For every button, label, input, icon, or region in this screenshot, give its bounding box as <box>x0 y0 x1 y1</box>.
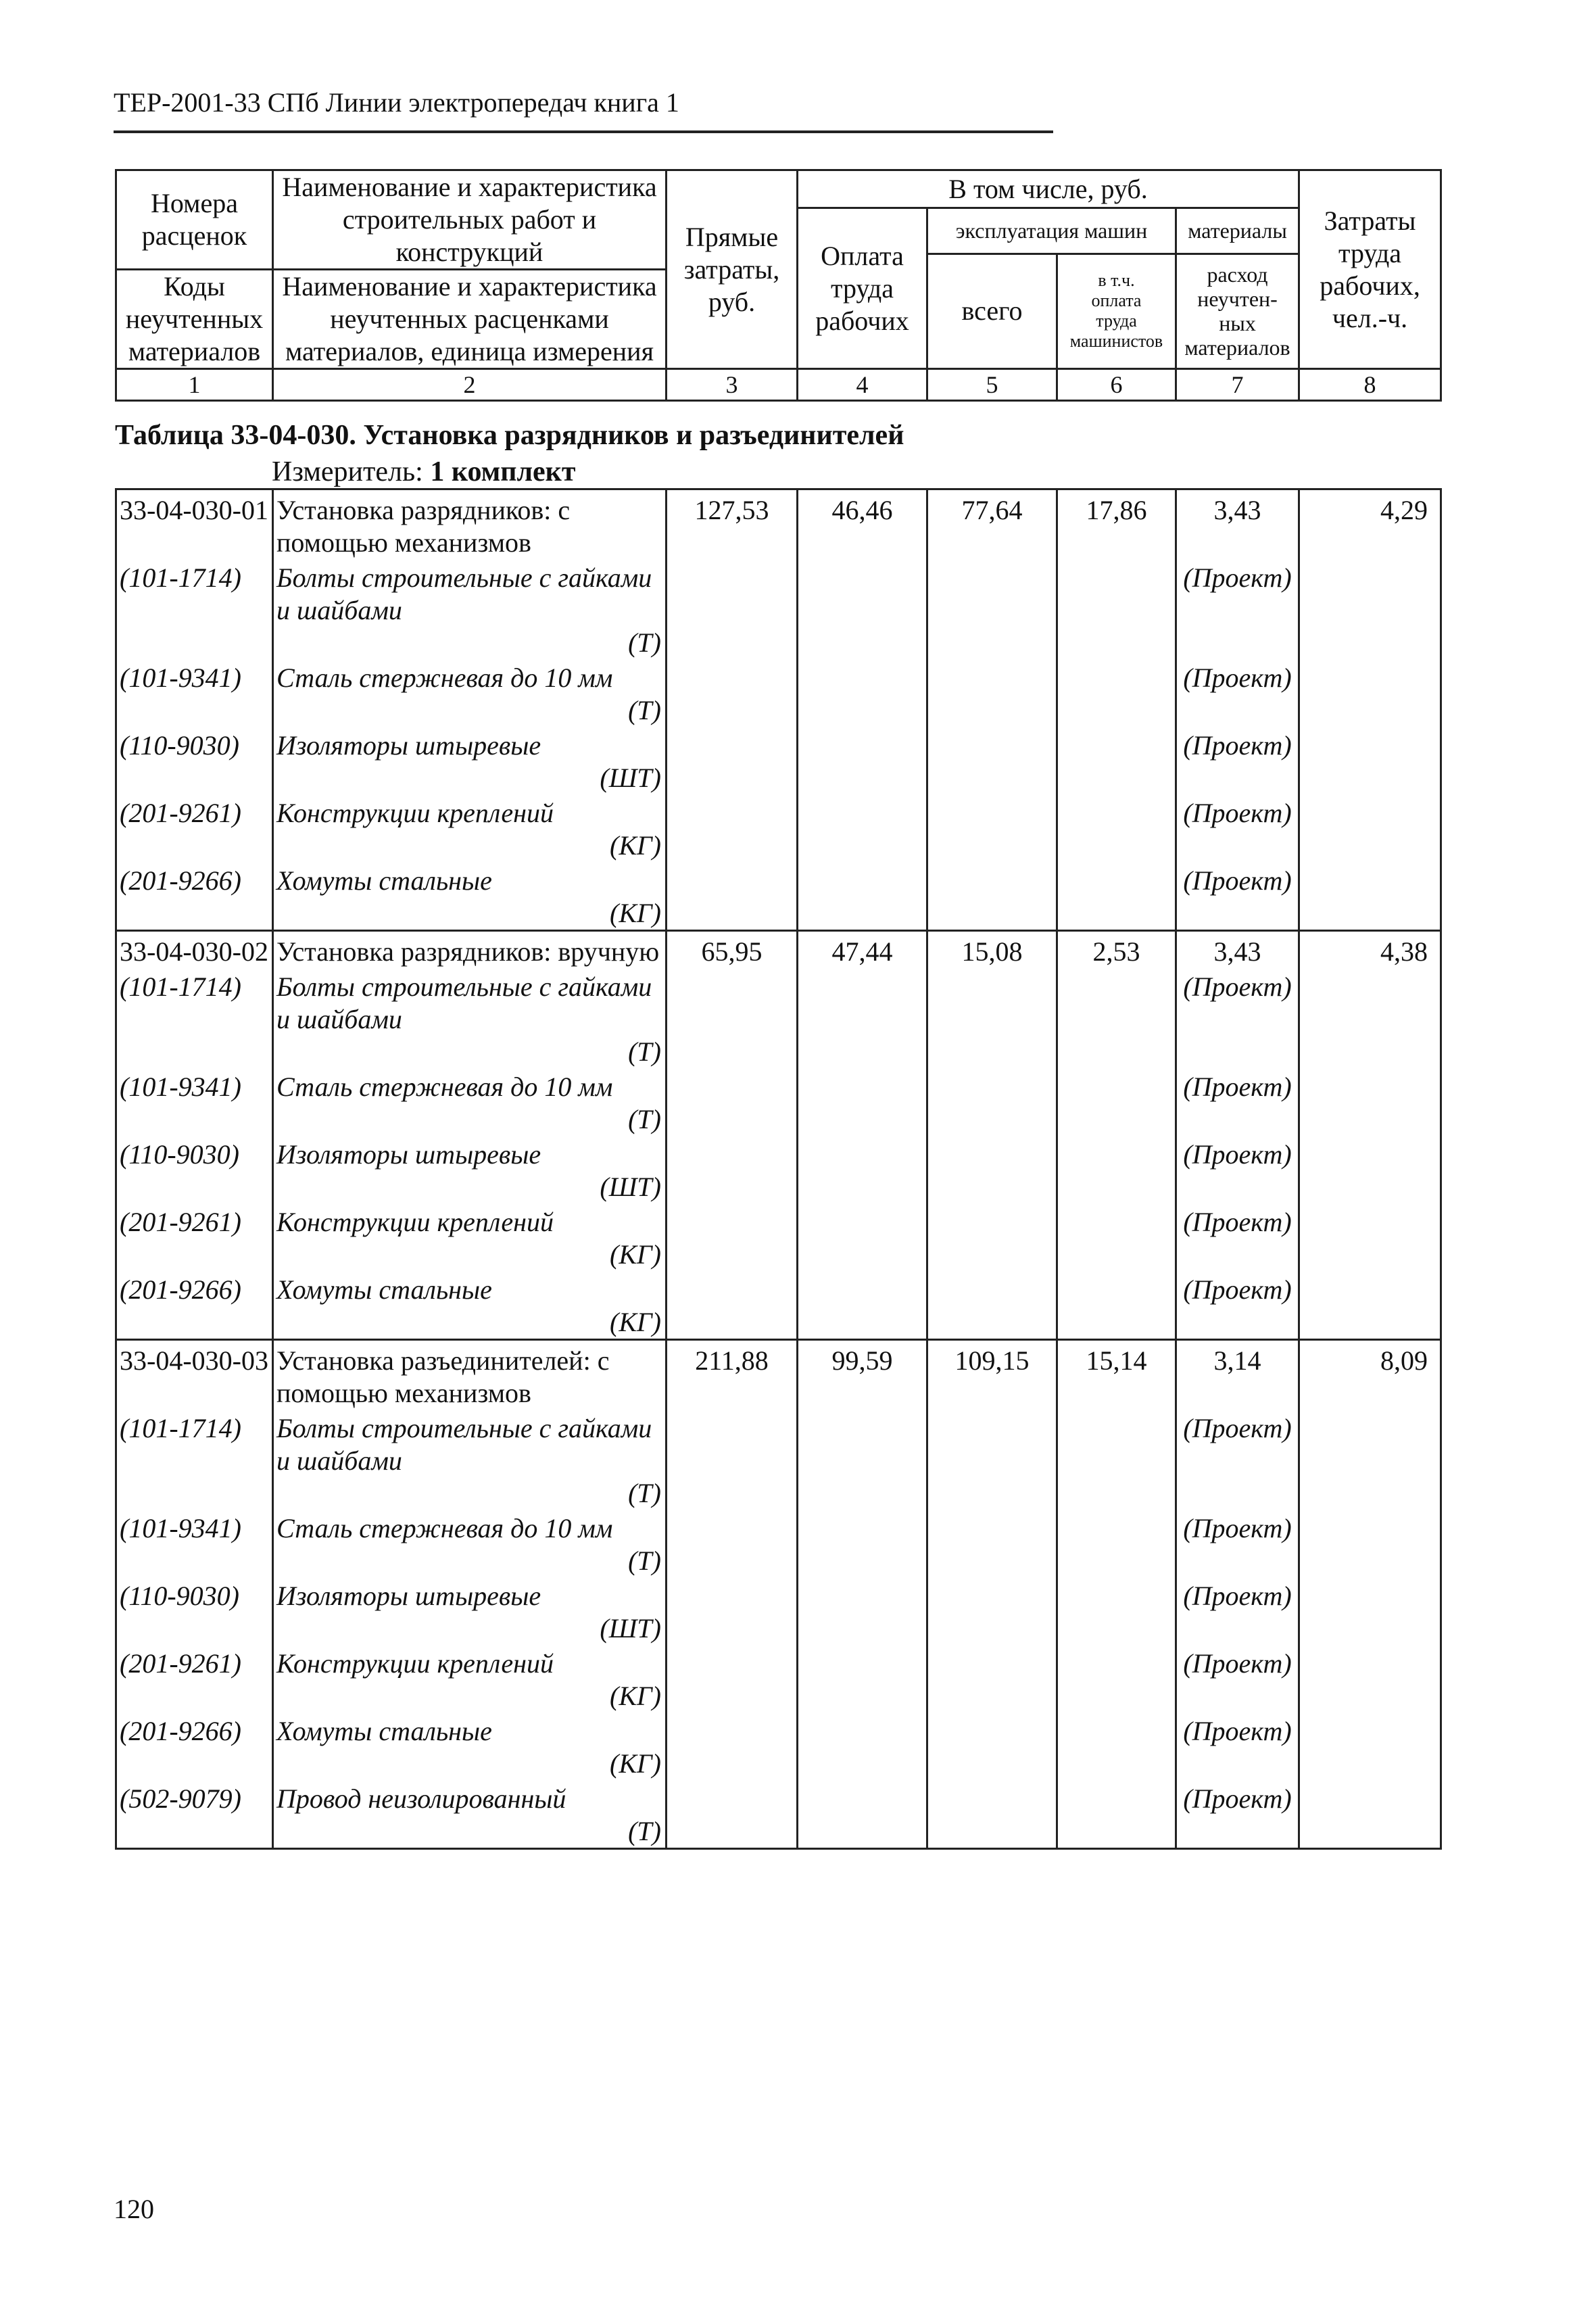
material-note: (Проект) <box>1176 968 1299 1068</box>
direct-costs: 65,95 <box>667 931 798 969</box>
empty-cell <box>1299 1577 1441 1645</box>
empty-cell <box>927 1780 1057 1849</box>
header-operator-pay: в т.ч. оплата труда машинистов <box>1057 254 1176 369</box>
header-rule <box>114 130 1053 133</box>
material-note: (Проект) <box>1176 559 1299 659</box>
empty-cell <box>927 1577 1057 1645</box>
material-row <box>116 794 1441 862</box>
material-name <box>273 794 667 862</box>
material-code: (101-1714) <box>116 968 273 1068</box>
header-unaccounted-materials: расход неучтен- ных материалов <box>1176 254 1299 369</box>
material-note: (Проект) <box>1176 1410 1299 1510</box>
column-number-row <box>116 369 1441 401</box>
material-name-text: Изоляторы штыревые <box>276 1581 541 1611</box>
header-machine-operation: эксплуатация машин <box>927 208 1176 254</box>
labor-hours: 8,09 <box>1299 1340 1441 1410</box>
empty-cell <box>1299 1068 1441 1136</box>
empty-cell <box>798 1780 927 1849</box>
material-name-text: Конструкции креплений <box>276 798 554 828</box>
rate-code: 33-04-030-01 <box>116 489 273 560</box>
material-name <box>273 1203 667 1271</box>
material-unit: (ШТ) <box>600 1172 661 1202</box>
empty-cell <box>1057 968 1176 1068</box>
table-row <box>116 489 1441 560</box>
material-row <box>116 727 1441 794</box>
material-name-text: Сталь стержневая до 10 мм <box>276 1513 613 1543</box>
work-name: Установка разъединителей: с помощью механизмов <box>273 1340 667 1410</box>
material-name <box>273 1510 667 1577</box>
header-labor-hours: Затраты труда рабочих, чел.-ч. <box>1299 170 1441 369</box>
material-note: (Проект) <box>1176 1203 1299 1271</box>
empty-cell <box>1057 1271 1176 1340</box>
material-code: (201-9261) <box>116 1203 273 1271</box>
material-row <box>116 1510 1441 1577</box>
column-number: 8 <box>1299 369 1441 401</box>
material-row <box>116 1203 1441 1271</box>
column-number: 7 <box>1176 369 1299 401</box>
material-unit: (Т) <box>628 1545 661 1576</box>
empty-cell <box>927 1068 1057 1136</box>
empty-cell <box>1299 559 1441 659</box>
empty-cell <box>927 659 1057 727</box>
material-row <box>116 862 1441 931</box>
empty-cell <box>1057 1577 1176 1645</box>
empty-cell <box>667 1136 798 1203</box>
material-name-text: Провод неизолированный <box>276 1783 566 1814</box>
empty-cell <box>798 1712 927 1780</box>
empty-cell <box>1057 1136 1176 1203</box>
empty-cell <box>798 1410 927 1510</box>
material-note: (Проект) <box>1176 727 1299 794</box>
material-row <box>116 1645 1441 1712</box>
empty-cell <box>667 794 798 862</box>
material-name-text: Хомуты стальные <box>276 1716 492 1746</box>
material-name-text: Конструкции креплений <box>276 1207 554 1237</box>
material-note: (Проект) <box>1176 794 1299 862</box>
material-unit: (КГ) <box>610 1748 661 1779</box>
material-code: (110-9030) <box>116 727 273 794</box>
empty-cell <box>1299 1271 1441 1340</box>
empty-cell <box>1299 862 1441 931</box>
material-note: (Проект) <box>1176 1780 1299 1849</box>
material-name-text: Изоляторы штыревые <box>276 1139 541 1170</box>
empty-cell <box>1299 794 1441 862</box>
material-row <box>116 1136 1441 1203</box>
empty-cell <box>1299 1645 1441 1712</box>
material-row <box>116 1577 1441 1645</box>
empty-cell <box>667 1780 798 1849</box>
empty-cell <box>1299 1410 1441 1510</box>
material-name-text: Болты строительные с гайками и шайбами <box>276 971 652 1034</box>
column-number: 6 <box>1057 369 1176 401</box>
table-row <box>116 931 1441 969</box>
column-number: 3 <box>667 369 798 401</box>
material-row <box>116 659 1441 727</box>
empty-cell <box>798 1068 927 1136</box>
material-name-text: Сталь стержневая до 10 мм <box>276 663 613 693</box>
materials-cost: 3,14 <box>1176 1340 1299 1410</box>
empty-cell <box>1299 1510 1441 1577</box>
empty-cell <box>798 1203 927 1271</box>
material-unit: (Т) <box>628 1104 661 1134</box>
header-materials: материалы <box>1176 208 1299 254</box>
empty-cell <box>798 1271 927 1340</box>
empty-cell <box>1299 659 1441 727</box>
material-unit: (Т) <box>628 1036 661 1067</box>
header-rate-numbers: Номера расценок <box>116 170 273 270</box>
material-note: (Проект) <box>1176 1577 1299 1645</box>
material-name-text: Болты строительные с гайками и шайбами <box>276 562 652 625</box>
material-name-text: Конструкции креплений <box>276 1648 554 1679</box>
column-header-table <box>115 169 1442 402</box>
material-name <box>273 968 667 1068</box>
operator-pay: 15,14 <box>1057 1340 1176 1410</box>
empty-cell <box>667 727 798 794</box>
empty-cell <box>927 862 1057 931</box>
empty-cell <box>667 1645 798 1712</box>
empty-cell <box>667 862 798 931</box>
material-unit: (КГ) <box>610 830 661 861</box>
material-unit: (КГ) <box>610 1307 661 1337</box>
labor-hours: 4,29 <box>1299 489 1441 560</box>
direct-costs: 211,88 <box>667 1340 798 1410</box>
material-name <box>273 1136 667 1203</box>
material-code: (201-9266) <box>116 1712 273 1780</box>
material-name <box>273 1577 667 1645</box>
rate-code: 33-04-030-03 <box>116 1340 273 1410</box>
empty-cell <box>927 727 1057 794</box>
material-code: (201-9266) <box>116 862 273 931</box>
column-number: 5 <box>927 369 1057 401</box>
material-code: (201-9261) <box>116 794 273 862</box>
empty-cell <box>798 1577 927 1645</box>
material-name <box>273 1780 667 1849</box>
column-number: 1 <box>116 369 273 401</box>
material-code: (101-9341) <box>116 659 273 727</box>
material-row <box>116 1712 1441 1780</box>
header-material-names: Наименование и характеристика неучтенных расценками материалов, единица измерения <box>273 270 667 369</box>
empty-cell <box>927 1712 1057 1780</box>
material-note: (Проект) <box>1176 1068 1299 1136</box>
materials-cost: 3,43 <box>1176 489 1299 560</box>
empty-cell <box>667 968 798 1068</box>
rate-code: 33-04-030-02 <box>116 931 273 969</box>
operator-pay: 2,53 <box>1057 931 1176 969</box>
column-number: 2 <box>273 369 667 401</box>
empty-cell <box>667 1068 798 1136</box>
material-unit: (КГ) <box>610 1239 661 1270</box>
material-code: (101-1714) <box>116 559 273 659</box>
header-machines-total: всего <box>927 254 1057 369</box>
empty-cell <box>927 794 1057 862</box>
empty-cell <box>1057 1410 1176 1510</box>
empty-cell <box>927 559 1057 659</box>
empty-cell <box>1057 727 1176 794</box>
empty-cell <box>927 1136 1057 1203</box>
empty-cell <box>667 659 798 727</box>
header-work-name: Наименование и характеристика строительных работ и конструкций <box>273 170 667 270</box>
header-worker-pay: Оплата труда рабочих <box>798 208 927 369</box>
empty-cell <box>667 1577 798 1645</box>
empty-cell <box>927 1203 1057 1271</box>
material-name <box>273 1712 667 1780</box>
material-code: (101-1714) <box>116 1410 273 1510</box>
empty-cell <box>927 1510 1057 1577</box>
work-name: Установка разрядников: с помощью механизмов <box>273 489 667 560</box>
material-unit: (КГ) <box>610 1681 661 1711</box>
material-note: (Проект) <box>1176 1271 1299 1340</box>
empty-cell <box>1057 1068 1176 1136</box>
empty-cell <box>798 1510 927 1577</box>
material-note: (Проект) <box>1176 1712 1299 1780</box>
empty-cell <box>1299 968 1441 1068</box>
material-name-text: Хомуты стальные <box>276 865 492 896</box>
material-unit: (Т) <box>628 695 661 725</box>
material-unit: (Т) <box>628 627 661 658</box>
empty-cell <box>927 1271 1057 1340</box>
material-name <box>273 1271 667 1340</box>
worker-pay: 47,44 <box>798 931 927 969</box>
machines-total: 109,15 <box>927 1340 1057 1410</box>
header-direct-costs: Прямые затраты, руб. <box>667 170 798 369</box>
material-unit: (ШТ) <box>600 763 661 793</box>
empty-cell <box>1057 559 1176 659</box>
material-row <box>116 968 1441 1068</box>
material-code: (101-9341) <box>116 1068 273 1136</box>
empty-cell <box>798 794 927 862</box>
material-code: (110-9030) <box>116 1136 273 1203</box>
empty-cell <box>1299 1136 1441 1203</box>
material-name <box>273 1645 667 1712</box>
material-row <box>116 1410 1441 1510</box>
page-number: 120 <box>114 2194 154 2224</box>
empty-cell <box>667 1510 798 1577</box>
column-number: 4 <box>798 369 927 401</box>
material-code: (101-9341) <box>116 1510 273 1577</box>
empty-cell <box>1057 1203 1176 1271</box>
empty-cell <box>798 968 927 1068</box>
table-title: Таблица 33-04-030. Установка разрядников и разъединителей <box>115 420 904 451</box>
material-unit: (ШТ) <box>600 1613 661 1643</box>
material-row <box>116 1068 1441 1136</box>
rates-table <box>115 488 1442 1850</box>
empty-cell <box>1299 1203 1441 1271</box>
empty-cell <box>1057 1510 1176 1577</box>
material-name <box>273 862 667 931</box>
empty-cell <box>927 1645 1057 1712</box>
page-header-title: ТЕР-2001-33 СПб Линии электропередач книга 1 <box>114 87 679 118</box>
material-row <box>116 559 1441 659</box>
empty-cell <box>798 1645 927 1712</box>
operator-pay: 17,86 <box>1057 489 1176 560</box>
direct-costs: 127,53 <box>667 489 798 560</box>
empty-cell <box>667 559 798 659</box>
material-note: (Проект) <box>1176 862 1299 931</box>
material-name <box>273 1410 667 1510</box>
material-row <box>116 1271 1441 1340</box>
material-note: (Проект) <box>1176 1136 1299 1203</box>
material-code: (201-9261) <box>116 1645 273 1712</box>
material-unit: (Т) <box>628 1816 661 1846</box>
materials-cost: 3,43 <box>1176 931 1299 969</box>
material-name-text: Сталь стержневая до 10 мм <box>276 1072 613 1102</box>
empty-cell <box>1057 1780 1176 1849</box>
material-code: (110-9030) <box>116 1577 273 1645</box>
header-material-codes: Коды неучтенных материалов <box>116 270 273 369</box>
empty-cell <box>667 1712 798 1780</box>
empty-cell <box>1299 1780 1441 1849</box>
material-unit: (Т) <box>628 1478 661 1508</box>
empty-cell <box>798 659 927 727</box>
empty-cell <box>1299 1712 1441 1780</box>
empty-cell <box>798 559 927 659</box>
material-unit: (КГ) <box>610 898 661 928</box>
empty-cell <box>927 968 1057 1068</box>
empty-cell <box>1057 862 1176 931</box>
empty-cell <box>667 1410 798 1510</box>
empty-cell <box>798 862 927 931</box>
material-code: (502-9079) <box>116 1780 273 1849</box>
table-row <box>116 1340 1441 1410</box>
empty-cell <box>1057 794 1176 862</box>
material-name-text: Хомуты стальные <box>276 1274 492 1305</box>
material-row <box>116 1780 1441 1849</box>
header-including-group: В том числе, руб. <box>798 170 1299 208</box>
material-name <box>273 727 667 794</box>
empty-cell <box>667 1203 798 1271</box>
worker-pay: 46,46 <box>798 489 927 560</box>
table-unit: Измеритель: 1 комплект <box>272 456 576 487</box>
material-name-text: Изоляторы штыревые <box>276 730 541 761</box>
material-name <box>273 1068 667 1136</box>
empty-cell <box>667 1271 798 1340</box>
empty-cell <box>798 727 927 794</box>
empty-cell <box>927 1410 1057 1510</box>
labor-hours: 4,38 <box>1299 931 1441 969</box>
material-code: (201-9266) <box>116 1271 273 1340</box>
material-name-text: Болты строительные с гайками и шайбами <box>276 1413 652 1476</box>
empty-cell <box>1299 727 1441 794</box>
empty-cell <box>1057 1645 1176 1712</box>
work-name: Установка разрядников: вручную <box>273 931 667 969</box>
material-name <box>273 559 667 659</box>
empty-cell <box>1057 659 1176 727</box>
material-note: (Проект) <box>1176 1510 1299 1577</box>
material-note: (Проект) <box>1176 1645 1299 1712</box>
empty-cell <box>798 1136 927 1203</box>
worker-pay: 99,59 <box>798 1340 927 1410</box>
empty-cell <box>1057 1712 1176 1780</box>
machines-total: 15,08 <box>927 931 1057 969</box>
material-name <box>273 659 667 727</box>
material-note: (Проект) <box>1176 659 1299 727</box>
machines-total: 77,64 <box>927 489 1057 560</box>
